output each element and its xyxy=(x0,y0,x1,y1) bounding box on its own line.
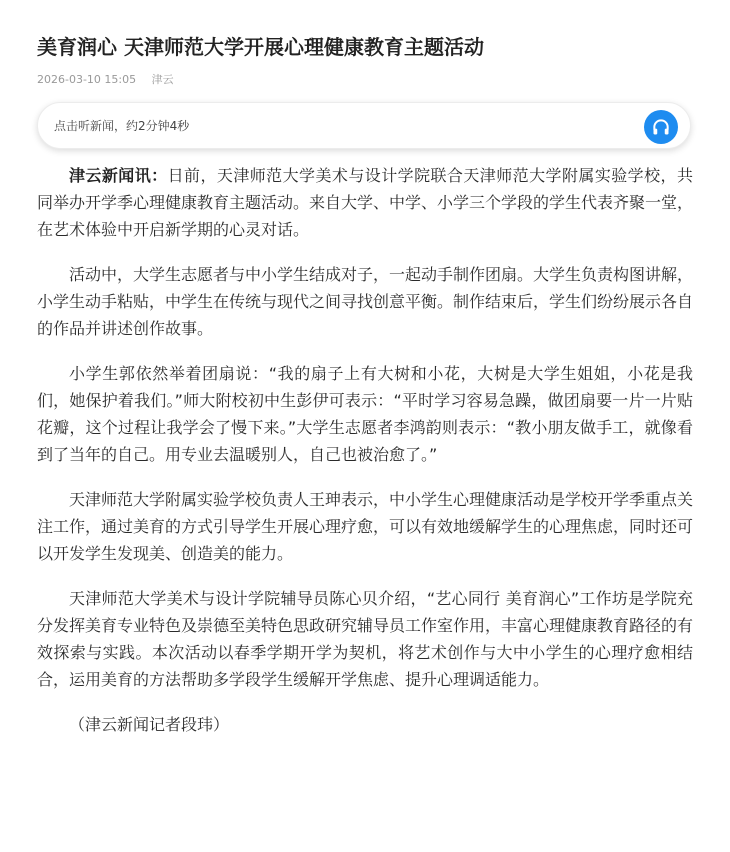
paragraph: 活动中，大学生志愿者与中小学生结成对子，一起动手制作团扇。大学生负责构图讲解，小学生动手粘贴，中学生在传统与现代之间寻找创意平衡。制作结束后，学生们纷纷展示各自的作品并讲述创作故事。 xyxy=(37,265,694,338)
paragraph: 天津师范大学美术与设计学院辅导员陈心贝介绍，“艺心同行 美育润心”工作坊是学院充分发挥美育专业特色及崇德至美特色思政研究辅导员工作室作用，丰富心理健康教育路径的有效探索与实践。本次活动以春季学期开学为契机，将艺术创作与大中小学生的心理疗愈相结合，运用美育的方法帮助多学段学生缓解开学焦虑、提升心理调适能力。 xyxy=(37,589,694,689)
article-body xyxy=(37,162,693,756)
paragraph: 小学生郭依然举着团扇说：“我的扇子上有大树和小花，大树是大学生姐姐，小花是我们，她保护着我们。”师大附校初中生彭伊可表示：“平时学习容易急躁，做团扇要一片一片贴花瓣，这个过程让我学会了慢下来。”大学生志愿者李鸿韵则表示：“教小朋友做手工，就像看到了当年的自己。用专业去温暖别人，自己也被治愈了。” xyxy=(37,364,693,464)
publish-datetime: 2026-03-10 15:05 xyxy=(37,73,137,86)
listen-news-bar[interactable] xyxy=(37,102,691,149)
reporter-credit: （津云新闻记者段玮） xyxy=(69,715,230,734)
headphones-icon xyxy=(651,117,671,137)
article-meta xyxy=(37,72,174,88)
play-audio-button[interactable] xyxy=(644,110,678,144)
source-label[interactable]: 津云 xyxy=(151,73,174,86)
paragraph: 天津师范大学附属实验学校负责人王珅表示，中小学生心理健康活动是学校开学季重点关注工作，通过美育的方式引导学生开展心理疗愈，可以有效地缓解学生的心理焦虑，同时还可以开发学生发现美、创造美的能力。 xyxy=(37,490,694,563)
article-title: 美育润心 天津师范大学开展心理健康教育主题活动 xyxy=(37,35,484,59)
paragraph-text: 日前，天津师范大学美术与设计学院联合天津师范大学附属实验学校，共同举办开学季心理健康教育主题活动。来自大学、中学、小学三个学段的学生代表齐聚一堂，在艺术体验中开启新学期的心灵对话。 xyxy=(37,166,694,239)
lead-label: 津云新闻讯： xyxy=(69,166,168,185)
paragraph xyxy=(37,162,693,243)
listen-news-label: 点击听新闻，约2分钟4秒 xyxy=(54,119,190,133)
